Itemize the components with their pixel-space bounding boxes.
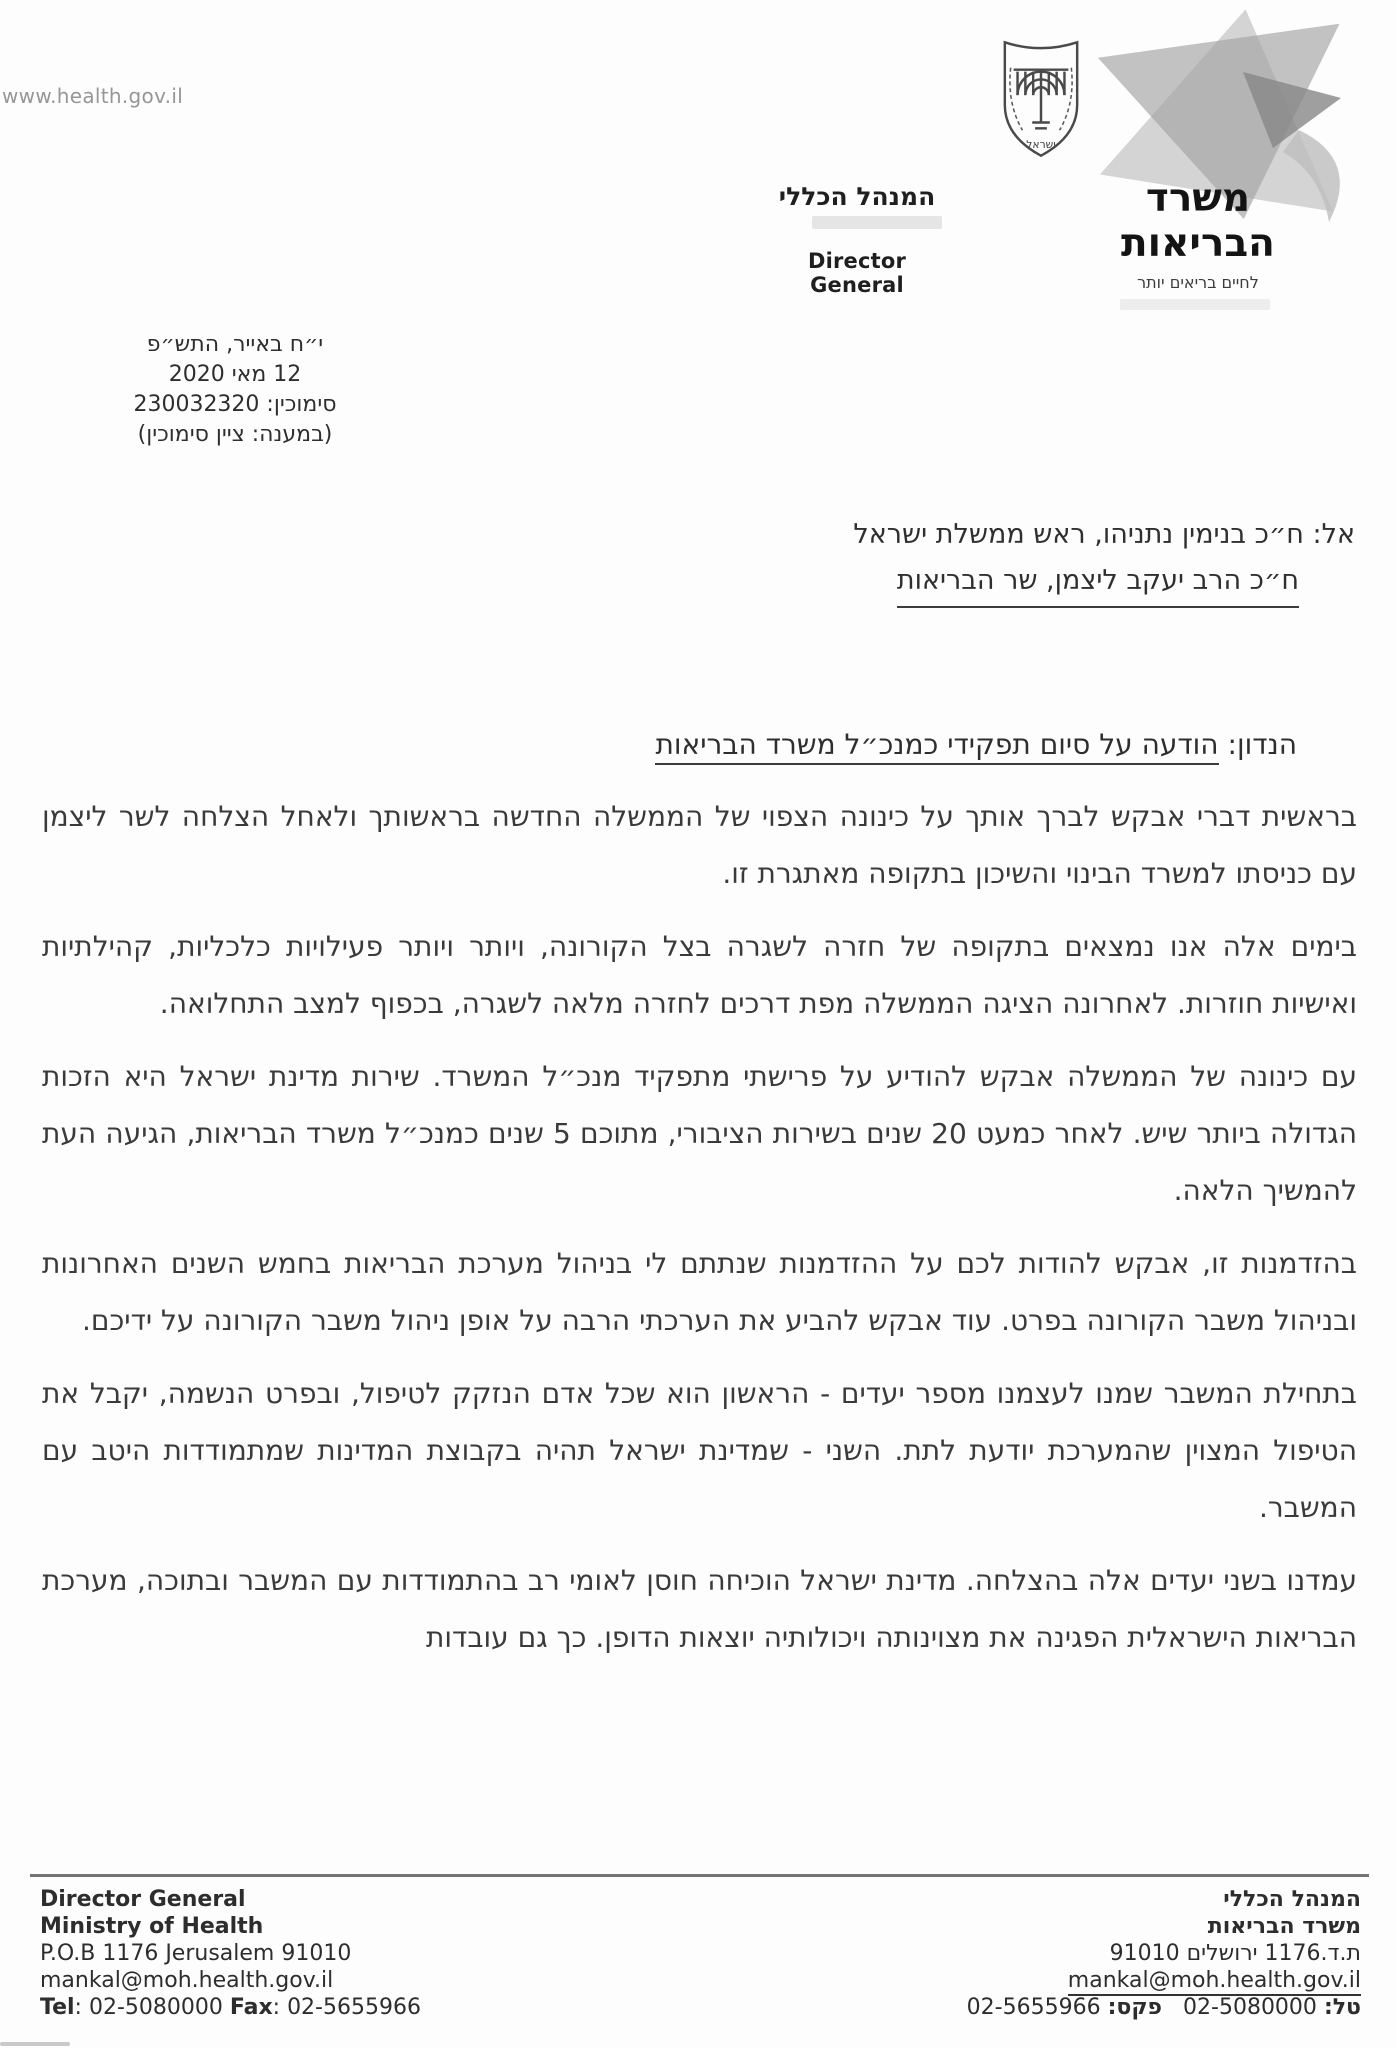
footer-he-fax-label: פקס:: [1107, 1995, 1163, 2020]
body-paragraph: עם כינונה של הממשלה אבקש להודיע על פרישתי מתפקיד מנכ״ל המשרד. שירות מדינת ישראל היא הזכות הגדולה ביותר שיש. לאחר כמעט 20 שנים בשירות הציבורי, מתוכם 5 שנים כמנכ״ל משרד הבריאות, הגיעה העת להמשיך הלאה.: [42, 1060, 1357, 1207]
recipients-block: [853, 512, 1355, 608]
footer-he-phone-line: [967, 1994, 1361, 2021]
footer-he-address: ת.ד.1176 ירושלים 91010: [1109, 1941, 1361, 1966]
footer-en-fax-label: Fax: [229, 1995, 273, 2020]
reference-number: סימוכין: 230032320: [133, 392, 337, 417]
footer-en-phone-line: Tel: 02-5080000 Fax: 02-5655966: [40, 1995, 421, 2020]
footer-english: [40, 1886, 421, 2021]
subject-text: הודעה על סיום תפקידי כמנכ״ל משרד הבריאות: [655, 728, 1218, 765]
footer-en-fax: 02-5655966: [287, 1995, 421, 2020]
ministry-logo: [1116, 176, 1280, 292]
israel-state-emblem-icon: [997, 34, 1085, 164]
body-paragraph: בהזדמנות זו, אבקש להודות לכם על ההזדמנות שנתתם לי בניהול מערכת הבריאות בחמש השנים האחרונות ובניהול משבר הקורונה בפרט. עוד אבקש להביע את הערכתי הרבה על אופן ניהול משבר הקורונה על ידיכם.: [42, 1247, 1357, 1337]
footer-en-address: P.O.B 1176 Jerusalem 91010: [40, 1941, 352, 1966]
recipient-line-2-text: ח״כ הרב יעקב ליצמן, שר הבריאות: [897, 558, 1299, 608]
ministry-logo-line1: משרד: [1145, 176, 1251, 221]
footer-en-tel-label: Tel: [40, 1995, 75, 2020]
menorah-icon: [1014, 70, 1069, 129]
department-title-english: Director General: [807, 249, 907, 297]
recipient-line-2: [853, 558, 1299, 608]
hebrew-date: י״ח באייר, התש״פ: [146, 332, 324, 357]
body-paragraph: בתחילת המשבר שמנו לעצמנו מספר יעדים - הראשון הוא שכל אדם הנזקק לטיפול, ובפרט הנשמה, יקבל את הטיפול המצוין שהמערכת יודעת לתת. השני - שמדינת ישראל תהיה בקבוצת המדינות שמתמודדות היטב עם המשבר.: [42, 1377, 1357, 1524]
ministry-tagline: לחיים בריאים יותר: [1137, 273, 1259, 292]
footer-en-title: Director General: [40, 1887, 246, 1912]
footer-he-ministry: משרד הבריאות: [1207, 1914, 1361, 1939]
subject-line: [655, 728, 1297, 765]
ministry-logo-line2: הבריאות: [1121, 221, 1275, 266]
footer-he-tel-label: טל:: [1323, 1995, 1361, 2020]
subject-label: הנדון:: [1227, 728, 1297, 761]
scan-artifact: [0, 2042, 70, 2046]
scan-artifact: [812, 216, 942, 229]
recipient-line-1: אל: ח״כ בנימין נתניהו, ראש ממשלת ישראל: [853, 519, 1355, 550]
letter-body: [42, 788, 1357, 1682]
date-reference-block: [100, 330, 370, 450]
gregorian-date: 12 מאי 2020: [168, 362, 302, 387]
footer-en-ministry: Ministry of Health: [40, 1914, 264, 1939]
body-paragraph: בראשית דברי אבקש לברך אותך על כינונה הצפוי של הממשלה החדשה בראשותך ולאחל הצלחה לשר ליצמן עם כניסתו למשרד הבינוי והשיכון בתקופה מאתגרת זו.: [42, 800, 1357, 890]
emblem-label: ישראל: [1026, 137, 1056, 151]
site-url-watermark: www.health.gov.il: [2, 84, 184, 108]
footer-he-email-line: [967, 1967, 1361, 1994]
footer-divider: [30, 1874, 1369, 1877]
scan-artifact: [1120, 299, 1270, 310]
department-heading: [768, 182, 946, 297]
footer-en-email: mankal@moh.health.gov.il: [40, 1968, 334, 1993]
body-paragraph: בימים אלה אנו נמצאים בתקופה של חזרה לשגרה בצל הקורונה, ויותר ויותר פעילויות כלכליות, קהילתיות ואישיות חוזרות. לאחרונה הציגה הממשלה מפת דרכים לחזרה מלאה לשגרה, בכפוף למצב התחלואה.: [42, 930, 1357, 1020]
body-paragraph: עמדנו בשני יעדים אלה בהצלחה. מדינת ישראל הוכיחה חוסן לאומי רב בהתמודדות עם המשבר ובתוכה, מערכת הבריאות הישראלית הפגינה את מצוינותה ויכולותיה יוצאות הדופן. כך גם עובדות: [42, 1564, 1357, 1654]
footer-he-fax: 02-5655966: [966, 1995, 1101, 2020]
footer-he-tel: 02-5080000: [1183, 1995, 1317, 2020]
footer-en-tel: 02-5080000: [88, 1995, 223, 2020]
footer-hebrew: [967, 1886, 1361, 2021]
footer-he-title: המנהל הכללי: [1223, 1887, 1361, 1912]
department-title-hebrew: המנהל הכללי: [778, 182, 936, 211]
footer-he-email: mankal@moh.health.gov.il: [1068, 1968, 1361, 1996]
reference-note: (במענה: ציין סימוכין): [137, 422, 333, 447]
